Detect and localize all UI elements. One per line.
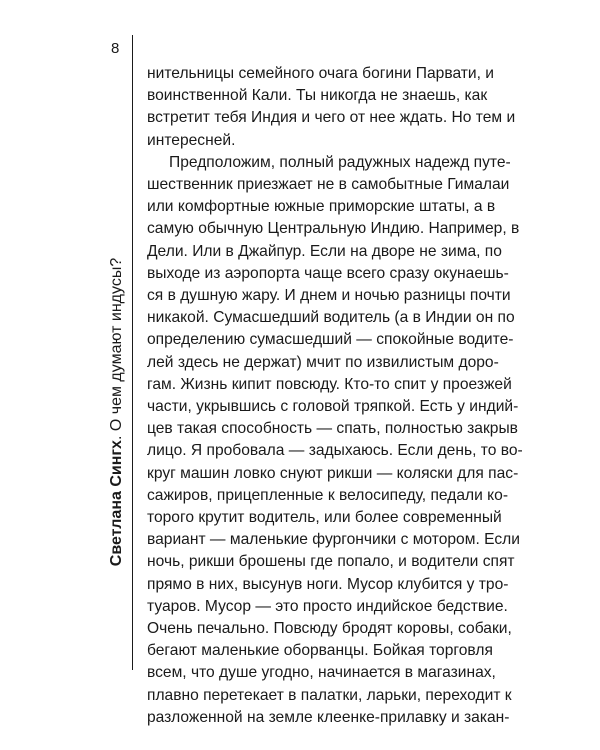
text-line: лей здесь не держат) мчит по извилистым доро- xyxy=(147,353,499,371)
text-line: бегают маленькие оборванцы. Бойкая торговля xyxy=(147,642,493,660)
text-line: разложенной на земле клеенке-прилавку и закан- xyxy=(147,708,510,726)
text-line: ночь, рикши брошены где попало, и водители спят xyxy=(147,553,515,571)
text-line: ся в душную жару. И днем и ночью разницы почти xyxy=(147,287,511,305)
text-line: торого крутит водитель, или более современный xyxy=(147,509,502,527)
running-head-author: Светлана Сингх xyxy=(108,440,125,567)
text-line: лицо. Я пробовала — задыхаюсь. Если день, то во- xyxy=(147,442,523,460)
text-line: Дели. Или в Джайпур. Если на дворе не зима, по xyxy=(147,242,502,260)
text-line: сажиров, прицепленные к велосипеду, педали ко- xyxy=(147,486,509,504)
vertical-rule xyxy=(132,35,133,670)
text-line: выходе из аэропорта чаще всего сразу окунаешь- xyxy=(147,264,509,282)
text-line: самую обычную Центральную Индию. Например, в xyxy=(147,220,520,238)
text-line: встретит тебя Индия и чего от нее ждать. Но тем и xyxy=(147,109,516,127)
page-number: 8 xyxy=(111,40,120,57)
text-line: Очень печально. Повсюду бродят коровы, собаки, xyxy=(147,620,512,638)
running-head-title: . О чем думают индусы? xyxy=(108,257,125,441)
body-text xyxy=(147,63,523,729)
text-line: интересней. xyxy=(147,131,236,149)
text-line: нительницы семейного очага богини Парвати, и xyxy=(147,65,495,82)
text-line: плавно перетекает в палатки, ларьки, переходит к xyxy=(147,686,512,704)
text-line: части, укрывшись с головой тряпкой. Есть у индий- xyxy=(147,398,519,416)
text-line: никакой. Сумасшедший водитель (а в Индии он по xyxy=(147,309,515,327)
text-line: прямо в них, высунув ноги. Мусор клубится у тро- xyxy=(147,575,509,593)
text-line: определению сумасшедший — спокойные водите- xyxy=(147,331,514,349)
text-line: всем, что душе угодно, начинается в магазинах, xyxy=(147,664,496,682)
text-line: цев такая способность — спать, полностью закрыв xyxy=(147,420,518,438)
text-line: Предположим, полный радужных надежд путе- xyxy=(169,153,511,171)
paragraph xyxy=(147,152,523,729)
text-line: шественник приезжает не в самобытные Гималаи xyxy=(147,176,510,194)
text-line: туаров. Мусор — это просто индийское бедствие. xyxy=(147,597,508,615)
text-line: круг машин ловко снуют рикши — коляски для пас- xyxy=(147,464,519,482)
running-head xyxy=(106,232,128,592)
text-line: гам. Жизнь кипит повсюду. Кто-то спит у проезжей xyxy=(147,375,512,393)
text-line: или комфортные южные приморские штаты, а в xyxy=(147,198,496,216)
text-line: воинственной Кали. Ты никогда не знаешь, как xyxy=(147,87,488,105)
text-line: вариант — маленькие фургончики с мотором. Если xyxy=(147,531,520,549)
paragraph xyxy=(147,63,516,152)
